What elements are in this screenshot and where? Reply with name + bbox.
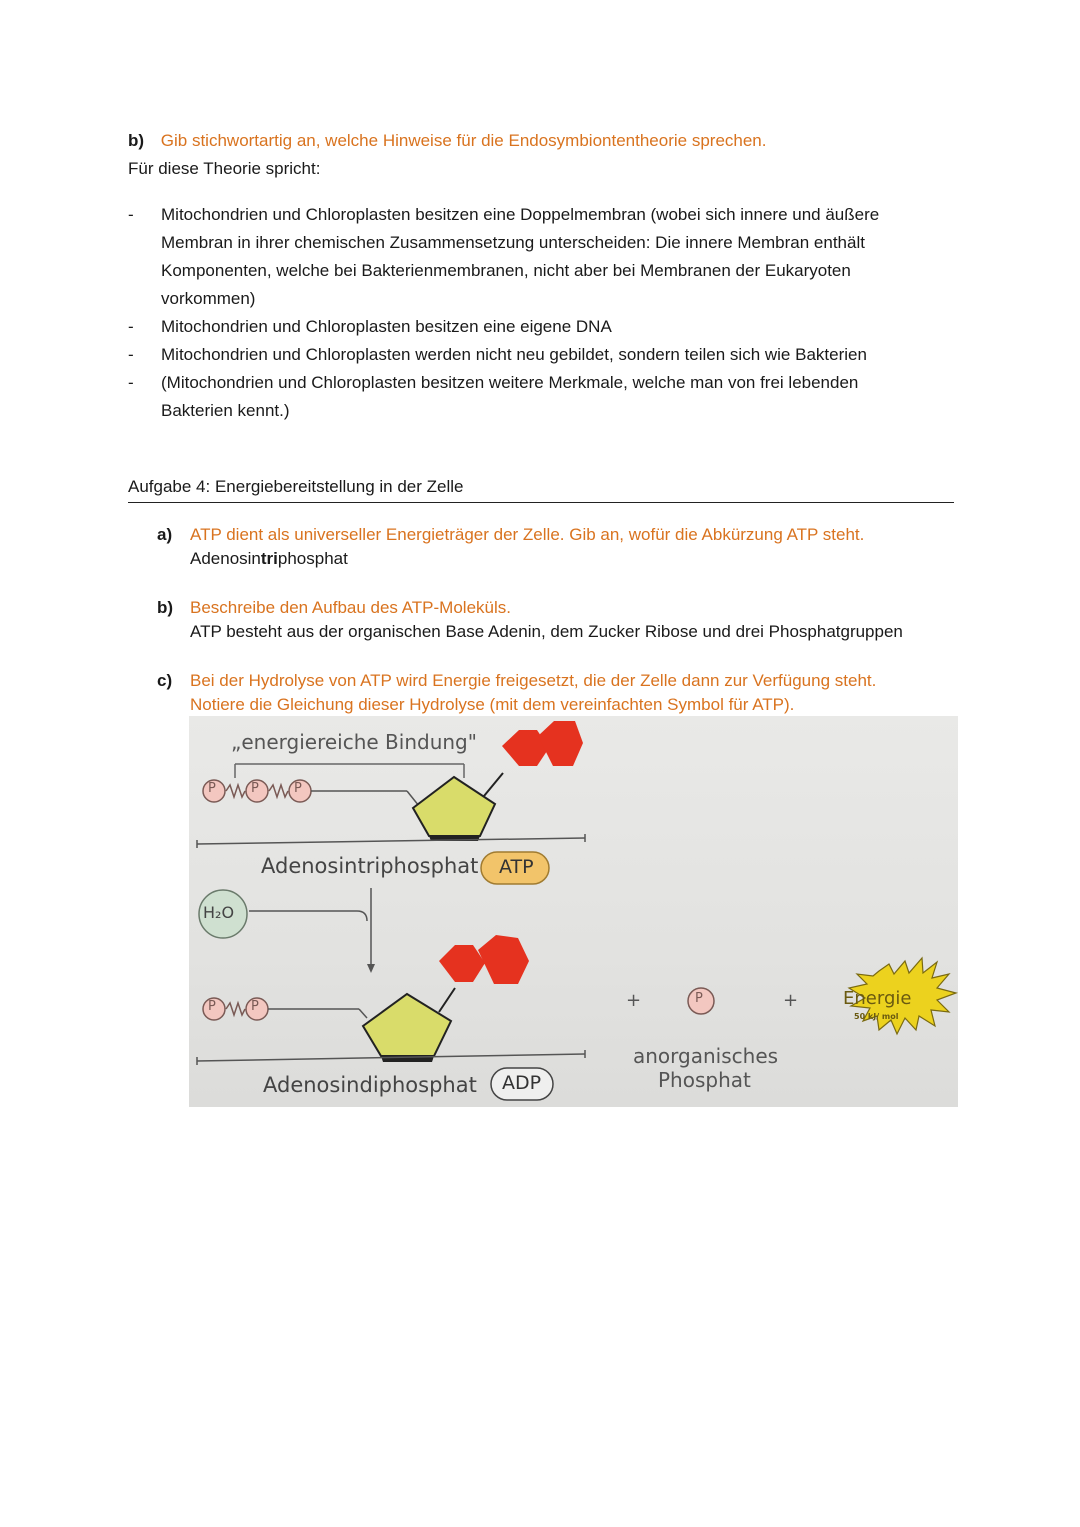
answer-a-part-1: Adenosin bbox=[190, 549, 261, 568]
pi-name-2: Phosphat bbox=[658, 1068, 751, 1092]
adp-ribose bbox=[363, 994, 451, 1056]
question-c-text-2: Notiere die Gleichung dieser Hydrolyse (mit dem vereinfachten Symbol für ATP). bbox=[190, 695, 795, 714]
question-b2-text: Beschreibe den Aufbau des ATP-Moleküls. bbox=[190, 598, 511, 617]
plus-1: + bbox=[626, 990, 642, 1011]
bullet-1-line-2: Membran in ihrer chemischen Zusammensetzung unterscheiden: Die innere Membran enthält bbox=[161, 233, 865, 252]
atp-baseline bbox=[197, 838, 585, 844]
bullet-4-line-2: Bakterien kennt.) bbox=[161, 401, 290, 420]
question-b2-label: b) bbox=[157, 598, 174, 617]
bullet-dash-2: - bbox=[128, 317, 134, 336]
atp-hydrolysis-figure bbox=[189, 716, 958, 1107]
atp-adenine-ring-2 bbox=[538, 721, 583, 766]
question-a-label: a) bbox=[157, 525, 173, 544]
plus-2: + bbox=[783, 990, 799, 1011]
atp-p-1-label: P bbox=[208, 781, 216, 796]
question-b bbox=[128, 131, 766, 151]
water-label: H₂O bbox=[203, 903, 235, 922]
question-b-text: Gib stichwortartig an, welche Hinweise für die Endosymbiontentheorie sprechen. bbox=[160, 131, 767, 150]
bullet-2: Mitochondrien und Chloroplasten besitzen eine eigene DNA bbox=[161, 317, 612, 336]
atp-name: Adenosintriphosphat bbox=[261, 854, 479, 878]
atp-p-3-label: P bbox=[294, 781, 302, 796]
bullet-1-line-3: Komponenten, welche bei Bakterienmembranen, nicht aber bei Membranen der Eukaryoten bbox=[161, 261, 851, 280]
adp-bond-1 bbox=[226, 1003, 245, 1015]
adp-adenine-ring-1 bbox=[439, 945, 485, 982]
adp-ribose-base-link bbox=[439, 988, 455, 1012]
adp-p-2-label: P bbox=[251, 999, 259, 1014]
atp-bond-2 bbox=[269, 785, 288, 797]
bond-label: „energiereiche Bindung" bbox=[231, 730, 477, 754]
heading-divider bbox=[128, 502, 954, 503]
adp-badge: ADP bbox=[502, 1072, 542, 1094]
answer-a-part-3: phosphat bbox=[277, 549, 348, 568]
atp-badge: ATP bbox=[499, 856, 534, 878]
atp-phosphate-chain bbox=[203, 780, 419, 806]
aufgabe-4-heading: Aufgabe 4: Energiebereitstellung in der Zelle bbox=[128, 477, 464, 496]
energy-label: Energie bbox=[843, 988, 912, 1009]
theory-intro: Für diese Theorie spricht: bbox=[128, 159, 321, 178]
answer-b2: ATP besteht aus der organischen Base Adenin, dem Zucker Ribose und drei Phosphatgruppen bbox=[190, 622, 903, 641]
answer-a bbox=[190, 549, 348, 569]
adp-adenine-ring-2 bbox=[478, 935, 529, 984]
pi-name-1: anorganisches bbox=[633, 1044, 779, 1068]
bullet-3: Mitochondrien und Chloroplasten werden nicht neu gebildet, sondern teilen sich wie Bakterien bbox=[161, 345, 867, 364]
question-c-text-1: Bei der Hydrolyse von ATP wird Energie freigesetzt, die der Zelle dann zur Verfügung steht. bbox=[190, 671, 877, 690]
bullet-dash-4: - bbox=[128, 373, 134, 392]
atp-ribose bbox=[413, 777, 495, 836]
atp-ribose-base-link bbox=[484, 773, 503, 796]
adp-p-1-label: P bbox=[208, 999, 216, 1014]
bullet-dash-1: - bbox=[128, 205, 134, 224]
answer-a-part-2: tri bbox=[260, 549, 278, 568]
atp-p-2-label: P bbox=[251, 781, 259, 796]
question-b-label: b) bbox=[128, 131, 145, 150]
adp-name: Adenosindiphosphat bbox=[263, 1073, 477, 1097]
figure-drawing bbox=[189, 716, 958, 1107]
question-a-text: ATP dient als universeller Energieträger der Zelle. Gib an, wofür die Abkürzung ATP steht. bbox=[190, 525, 865, 544]
question-c-label: c) bbox=[157, 671, 173, 690]
pi-label: P bbox=[695, 991, 703, 1006]
bullet-1-line-4: vorkommen) bbox=[161, 289, 256, 308]
bullet-1-line-1: Mitochondrien und Chloroplasten besitzen eine Doppelmembran (wobei sich innere und äußere bbox=[161, 205, 880, 224]
energy-value: 50 kJ/ mol bbox=[854, 1012, 899, 1021]
bullet-4-line-1: (Mitochondrien und Chloroplasten besitzen weitere Merkmale, welche man von frei lebenden bbox=[161, 373, 859, 392]
atp-bond-1 bbox=[226, 785, 245, 797]
bullet-dash-3: - bbox=[128, 345, 134, 364]
